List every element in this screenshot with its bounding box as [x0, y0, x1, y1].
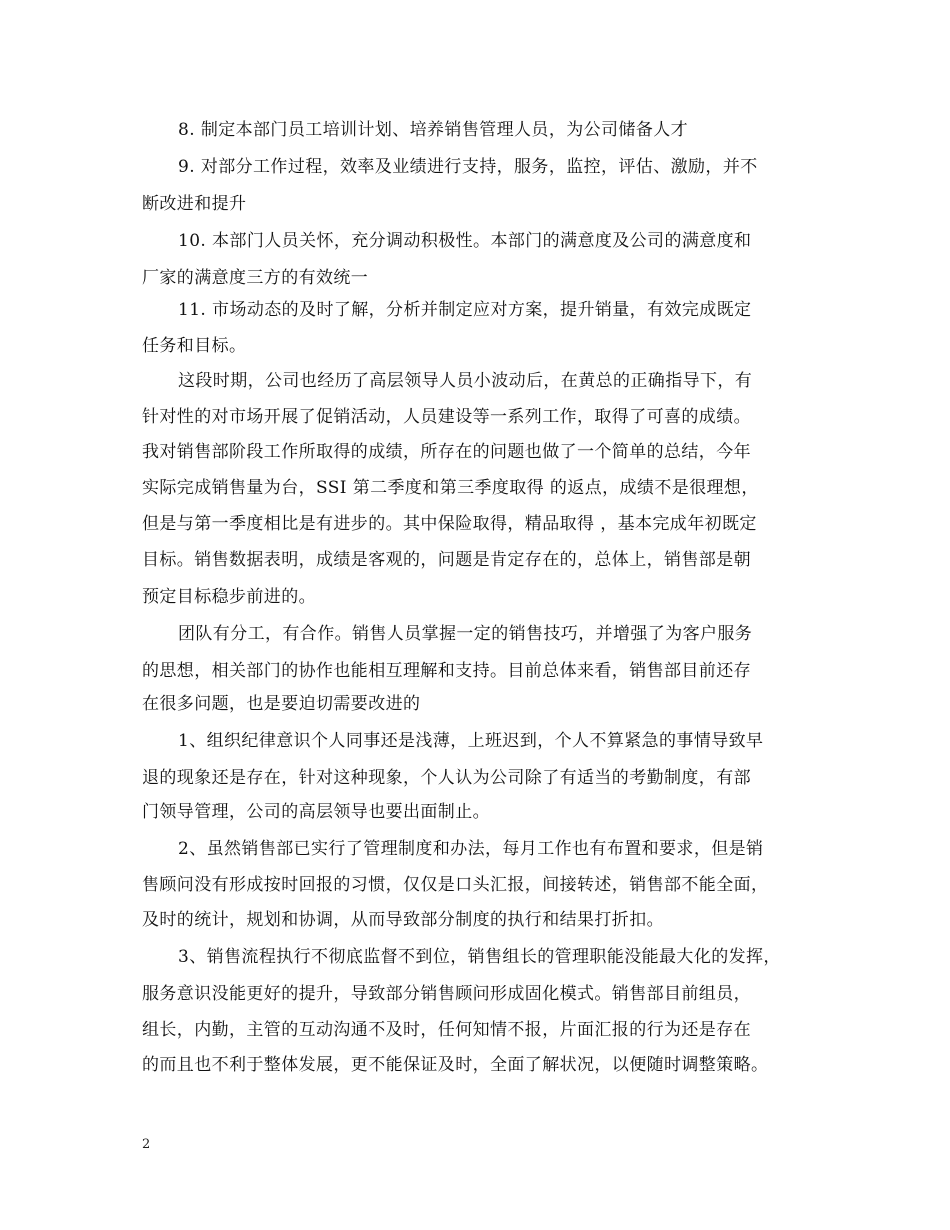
text-line: 退的现象还是存在，针对这种现象，个人认为公司除了有适当的考勤制度，有部: [142, 768, 751, 788]
text-line: 这段时期，公司也经历了高层领导人员小波动后，在黄总的正确指导下，有: [178, 371, 753, 391]
text-line: 10. 本部门人员关怀，充分调动积极性。本部门的满意度及公司的满意度和: [178, 231, 752, 251]
text-line: 针对性的对市场开展了促销活动，人员建设等一系列工作，取得了可喜的成绩。: [142, 407, 751, 427]
text-line: 2、虽然销售部已实行了管理制度和办法，每月工作也有布置和要求，但是销: [178, 839, 764, 859]
text-line: 及时的统计，规划和协调，从而导致部分制度的执行和结果打折扣。: [142, 910, 664, 930]
text-line: 售顾问没有形成按时回报的习惯，仅仅是口头汇报，间接转述，销售部不能全面，: [142, 875, 769, 895]
text-line: 1、组织纪律意识个人同事还是浅薄，上班迟到，个人不算紧急的事情导致早: [178, 731, 764, 751]
text-line: 目标。销售数据表明，成绩是客观的，问题是肯定存在的，总体上，销售部是朝: [142, 550, 751, 570]
text-line: 任务和目标。: [142, 336, 247, 356]
text-line: 预定目标稳步前进的。: [142, 587, 316, 607]
text-line: 断改进和提升: [142, 194, 247, 214]
text-line: 我对销售部阶段工作所取得的成绩，所存在的问题也做了一个简单的总结，今年: [142, 442, 751, 462]
text-line: 11. 市场动态的及时了解，分析并制定应对方案，提升销量，有效完成既定: [178, 300, 752, 320]
text-line: 服务意识没能更好的提升，导致部分销售顾问形成固化模式。销售部目前组员，: [142, 984, 751, 1004]
text-line: 的思想，相关部门的协作也能相互理解和支持。目前总体来看，销售部目前还存: [142, 661, 751, 681]
text-line: 但是与第一季度相比是有进步的。其中保险取得，精品取得 ，基本完成年初既定: [142, 514, 757, 534]
text-line: 组长，内勤，主管的互动沟通不及时，任何知情不报，片面汇报的行为还是存在: [142, 1020, 751, 1040]
text-line: 门领导管理，公司的高层领导也要出面制止。: [142, 802, 490, 822]
text-line: 实际完成销售量为台，SSI 第二季度和第三季度取得 的返点，成绩不是很理想，: [142, 478, 759, 498]
text-line: 9. 对部分工作过程，效率及业绩进行支持，服务，监控，评估、激励，并不: [178, 157, 758, 177]
page-number: 2: [142, 1137, 151, 1152]
text-line: 3、销售流程执行不彻底监督不到位，销售组长的管理职能没能最大化的发挥，: [178, 947, 781, 967]
text-line: 厂家的满意度三方的有效统一: [142, 268, 369, 288]
text-line: 在很多问题，也是要迫切需要改进的: [142, 694, 421, 714]
text-line: 团队有分工，有合作。销售人员掌握一定的销售技巧，并增强了为客户服务: [178, 624, 753, 644]
text-line: 的而且也不利于整体发展，更不能保证及时，全面了解状况，以便随时调整策略。: [142, 1055, 769, 1075]
text-line: 8. 制定本部门员工培训计划、培养销售管理人员，为公司储备人才: [178, 120, 689, 140]
